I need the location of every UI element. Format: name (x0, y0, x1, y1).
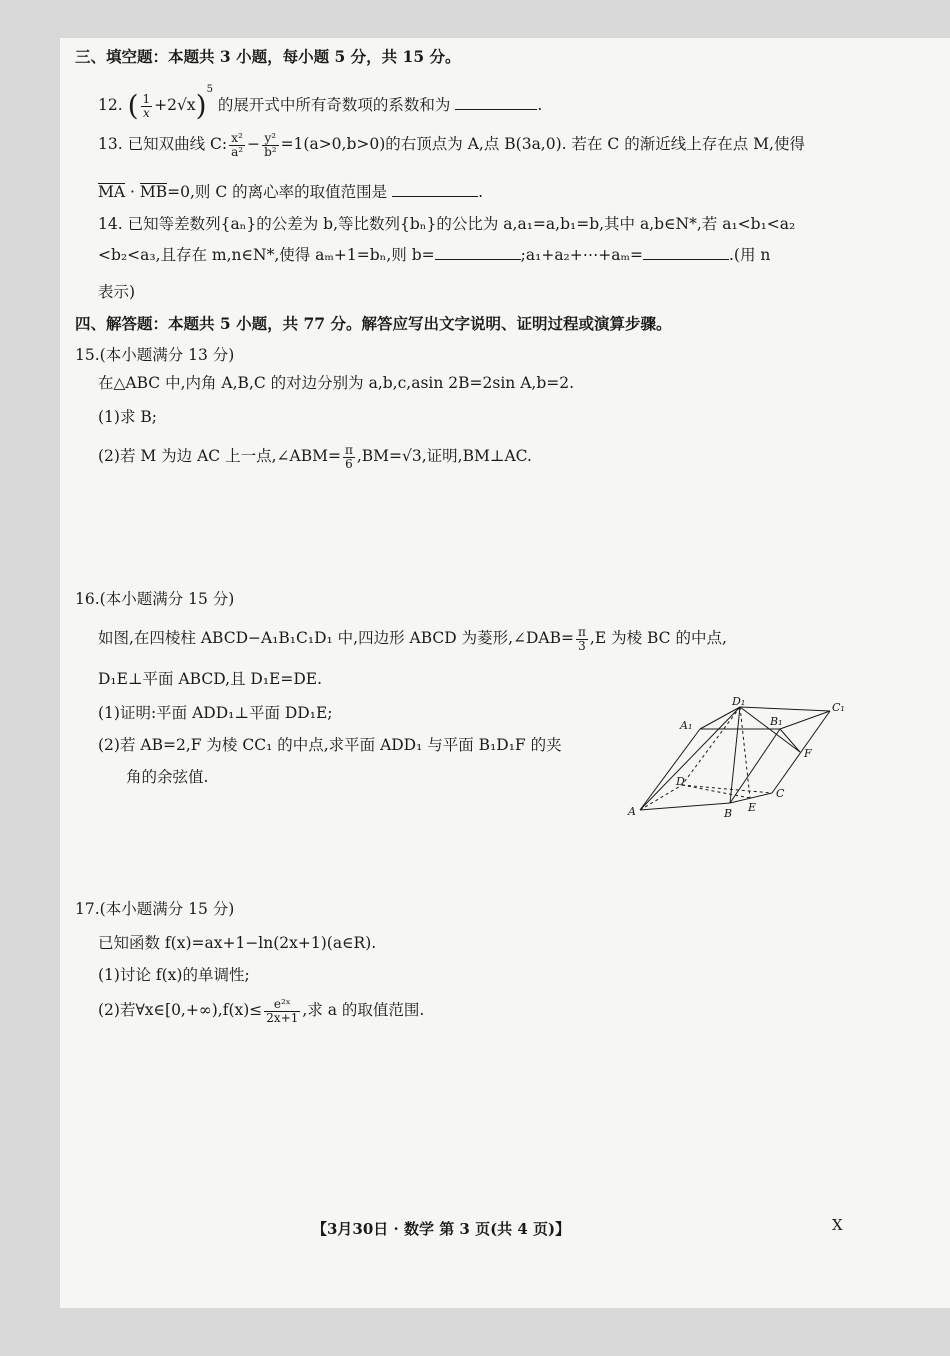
label-e: E (748, 801, 757, 814)
question-14-line3: 表示) (98, 283, 136, 301)
q13-answer-blank[interactable] (392, 182, 478, 197)
label-b1: B₁ (770, 715, 783, 728)
q17-part2 (98, 998, 424, 1024)
q14-text-a: <b₂<a₃,且存在 m,n∈N*,使得 aₘ+1=bₙ,则 b= (98, 246, 435, 264)
q12-number: 12. (98, 96, 123, 114)
q12-plus-term: +2√x (154, 96, 196, 114)
q14-answer-blank-sum[interactable] (643, 245, 729, 260)
q15-fraction: $\frac{\pi}{6}$ (344, 443, 353, 471)
q16-statement-2: D₁E⊥平面 ABCD,且 D₁E=DE. (98, 670, 323, 688)
q15-head: 15.(本小题满分 13 分) (75, 346, 235, 364)
question-12 (98, 84, 542, 120)
label-a: A (628, 805, 636, 818)
q17-part2-text: (2)若∀x∈[0,+∞),f(x)≤ (98, 1001, 263, 1020)
prism-figure (620, 695, 850, 825)
q12-end: . (537, 96, 543, 114)
q15-part2-text: (2)若 M 为边 AC 上一点,∠ABM= (98, 447, 341, 466)
label-c1: C₁ (832, 701, 845, 714)
q12-fraction: $\frac{1}{x}$ (142, 91, 151, 120)
q16-text-a: 如图,在四棱柱 ABCD−A₁B₁C₁D₁ 中,四边形 ABCD 为菱形,∠DAB= (98, 629, 575, 648)
q15-part2-text-b: ,BM=√3,证明,BM⊥AC. (356, 447, 532, 466)
q16-text-b: ,E 为棱 BC 的中点, (589, 629, 727, 648)
q14-text-b: ;a₁+a₂+⋯+aₘ= (520, 246, 643, 264)
q16-fraction: $\frac{\pi}{3}$ (578, 625, 586, 653)
q13-intro: 13. 已知双曲线 C: (98, 135, 228, 154)
q16-part1: (1)证明:平面 ADD₁⊥平面 DD₁E; (98, 704, 333, 722)
label-a1: A₁ (680, 719, 693, 732)
q12-answer-blank[interactable] (455, 95, 537, 110)
q17-statement: 已知函数 f(x)=ax+1−ln(2x+1)(a∈R). (98, 934, 377, 952)
right-paren: ) (195, 89, 207, 122)
q16-head: 16.(本小题满分 15 分) (75, 590, 235, 608)
label-b: B (724, 807, 733, 820)
dot-operator: · (125, 183, 140, 201)
q12-text: 的展开式中所有奇数项的系数和为 (212, 96, 451, 114)
q15-statement: 在△ABC 中,内角 A,B,C 的对边分别为 a,b,c,asin 2B=2sin A,b=2. (98, 374, 575, 392)
q13-frac-x: $\frac{\text{x²}}{\text{a²}}$ (231, 131, 244, 159)
q13-text: =1(a>0,b>0)的右顶点为 A,点 B(3a,0). 若在 C 的渐近线上存在点 M,使得 (280, 135, 805, 154)
vector-mb: MB (139, 183, 168, 201)
q14-answer-blank-b[interactable] (435, 245, 521, 260)
question-14-line2 (98, 245, 770, 265)
q17-part1: (1)讨论 f(x)的单调性; (98, 966, 250, 984)
section-4-title: 四、解答题：本题共 5 小题，共 77 分。解答应写出文字说明、证明过程或演算步骤。 (75, 314, 672, 333)
q17-head: 17.(本小题满分 15 分) (75, 900, 235, 918)
page-footer: 【3月30日 · 数学 第 3 页(共 4 页)】 (312, 1220, 571, 1238)
q13-end: . (478, 183, 483, 201)
q17-part2-text-b: ,求 a 的取值范围. (302, 1001, 425, 1020)
q13-text-2: =0,则 C 的离心率的取值范围是 (167, 183, 388, 201)
vector-ma: MA (98, 183, 126, 201)
q12-exponent: 5 (206, 84, 213, 95)
q14-text-c: .(用 n (728, 246, 771, 264)
label-c: C (776, 787, 785, 800)
q16-statement-1 (98, 626, 727, 652)
label-d: D (676, 775, 685, 788)
q13-minus: − (247, 135, 261, 154)
q16-part2: (2)若 AB=2,F 为棱 CC₁ 的中点,求平面 ADD₁ 与平面 B₁D₁F 的夹 (98, 736, 562, 754)
question-13-line1 (98, 132, 805, 158)
q17-fraction: $\frac{\text{e²ˣ}}{2x+1}$ (266, 997, 299, 1025)
question-14-line1: 14. 已知等差数列{aₙ}的公差为 b,等比数列{bₙ}的公比为 a,a₁=a,b₁=b,其中 a,b∈N*,若 a₁<b₁<a₂ (98, 215, 796, 233)
question-13-line2 (98, 182, 483, 202)
q15-part2 (98, 444, 532, 470)
section-3-title: 三、填空题：本题共 3 小题，每小题 5 分，共 15 分。 (75, 47, 461, 66)
q15-part1: (1)求 B; (98, 408, 157, 426)
left-paren: ( (127, 89, 139, 122)
label-d1: D₁ (732, 695, 746, 708)
q16-part2-cont: 角的余弦值. (126, 768, 209, 786)
footer-mark: X (832, 1216, 843, 1234)
label-f: F (804, 747, 812, 760)
q13-frac-y: $\frac{\text{y²}}{\text{b²}}$ (264, 131, 277, 159)
